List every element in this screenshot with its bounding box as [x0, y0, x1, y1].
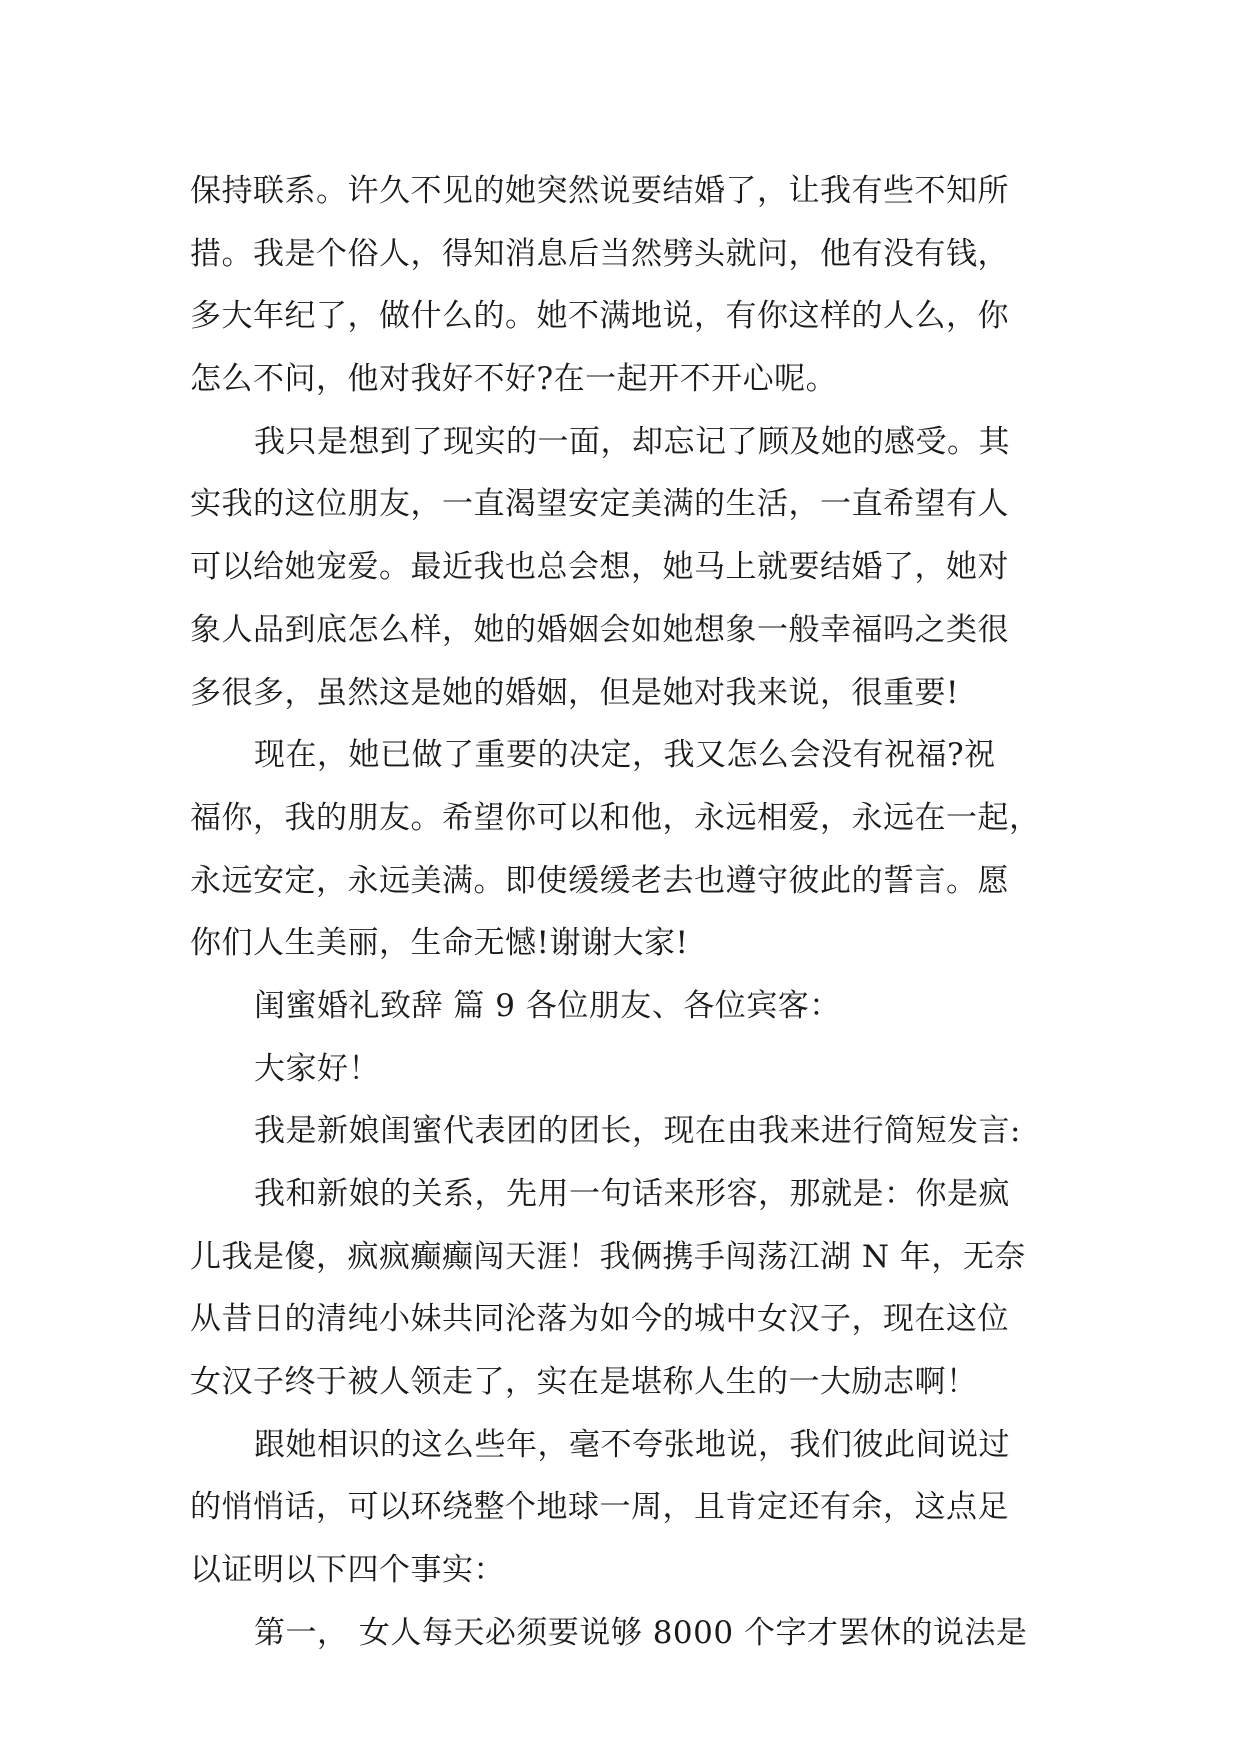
text-line: 女汉子终于被人领走了，实在是堪称人生的一大励志啊！ [190, 1364, 978, 1401]
text-line: 象人品到底怎么样，她的婚姻会如她想象一般幸福吗之类很 [190, 611, 1009, 648]
section-heading: 闺蜜婚礼致辞 篇 9 各位朋友、各位宾客： [254, 987, 841, 1024]
text-line: 你们人生美丽，生命无憾!谢谢大家! [190, 925, 689, 962]
paragraph-start-line: 我和新娘的关系，先用一句话来形容，那就是：你是疯 [254, 1176, 1010, 1212]
text-line: 保持联系。许久不见的她突然说要结婚了，让我有些不知所 [190, 173, 1009, 209]
paragraph-start-line: 我只是想到了现实的一面，却忘记了顾及她的感受。其 [254, 423, 1010, 460]
text-line: 从昔日的清纯小妹共同沦落为如今的城中女汉子，现在这位 [190, 1301, 1009, 1338]
text-line: 的悄悄话，可以环绕整个地球一周，且肯定还有余，这点足 [190, 1489, 1009, 1526]
document-page [190, 160, 1050, 1665]
text-line: 怎么不问，他对我好不好?在一起开不开心呢。 [190, 361, 838, 398]
text-line: 儿我是傻，疯疯癫癫闯天涯！我俩携手闯荡江湖 N 年，无奈 [190, 1238, 1026, 1275]
paragraph-start-line: 第一， 女人每天必须要说够 8000 个字才罢休的说法是 [254, 1614, 1028, 1651]
paragraph-start-line: 我是新娘闺蜜代表团的团长，现在由我来进行简短发言: [254, 1113, 1021, 1150]
text-line: 实我的这位朋友，一直渴望安定美满的生活，一直希望有人 [190, 486, 1009, 523]
text-line: 福你，我的朋友。希望你可以和他，永远相爱，永远在一起， [190, 799, 1041, 836]
paragraph-start-line: 跟她相识的这么些年，毫不夸张地说，我们彼此间说过 [254, 1426, 1010, 1463]
text-line: 措。我是个俗人，得知消息后当然劈头就问，他有没有钱， [190, 235, 1009, 272]
text-line: 可以给她宠爱。最近我也总会想，她马上就要结婚了，她对 [190, 549, 1009, 586]
text-line: 多很多，虽然这是她的婚姻，但是她对我来说，很重要! [190, 674, 959, 711]
text-line: 永远安定，永远美满。即使缓缓老去也遵守彼此的誓言。愿 [190, 862, 1009, 899]
paragraph-start-line: 现在，她已做了重要的决定，我又怎么会没有祝福?祝 [254, 737, 996, 774]
text-line: 以证明以下四个事实： [190, 1552, 505, 1589]
text-line: 多大年纪了，做什么的。她不满地说，有你这样的人么，你 [190, 298, 1009, 335]
greeting-line: 大家好！ [254, 1050, 380, 1087]
